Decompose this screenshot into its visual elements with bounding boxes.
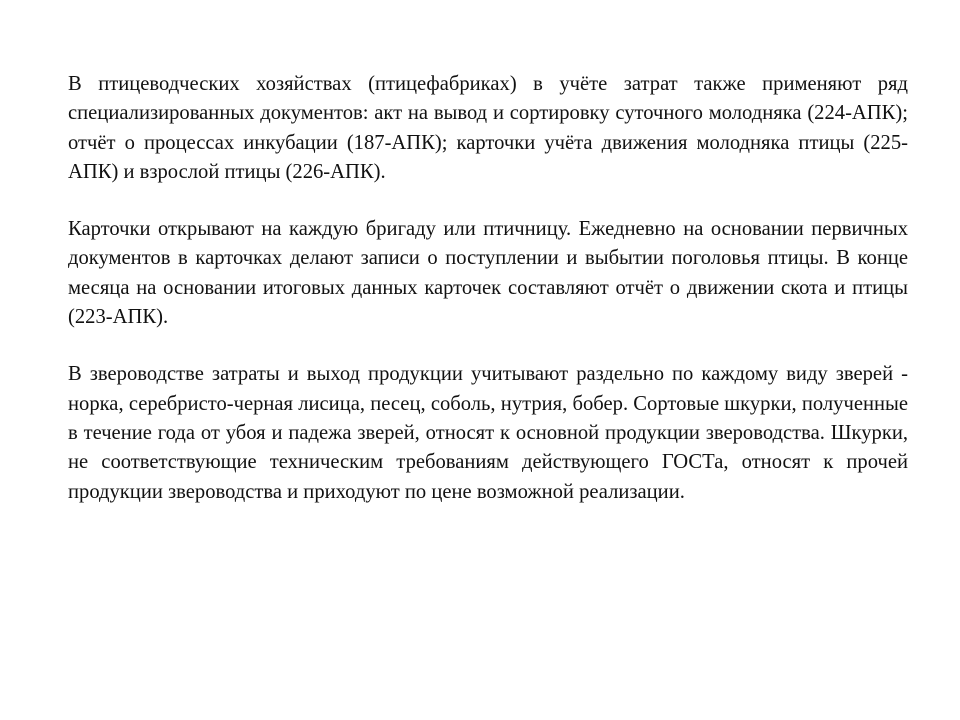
paragraph-poultry-cards: Карточки открывают на каждую бригаду или птичницу. Ежедневно на основании первичных документов в карточках делают записи о поступлении и выбытии поголовья птицы. В конце месяца на основании итоговых данных карточек составляют отчёт о движении скота и птицы (223-АПК). — [68, 218, 908, 329]
paragraph-fur-farming: В звероводстве затраты и выход продукции учитывают раздельно по каждому виду зверей - норка, серебристо-черная лисица, песец, соболь, нутрия, бобер. Сортовые шкурки, полученные в течение года от убоя и падежа зверей, относят к основной продукции звероводства. Шкурки, не соответствующие техническим требованиям действующего ГОСТа, относят к прочей продукции звероводства и приходуют по цене возможной реализации. — [68, 363, 908, 503]
paragraph-poultry-documents: В птицеводческих хозяйствах (птицефабриках) в учёте затрат также применяют ряд специализированных документов: акт на вывод и сортировку суточного молодняка (224-АПК); отчёт о процессах инкубации (187-АПК); карточки учёта движения молодняка птицы (225-АПК) и взрослой птицы (226-АПК). — [68, 73, 908, 183]
